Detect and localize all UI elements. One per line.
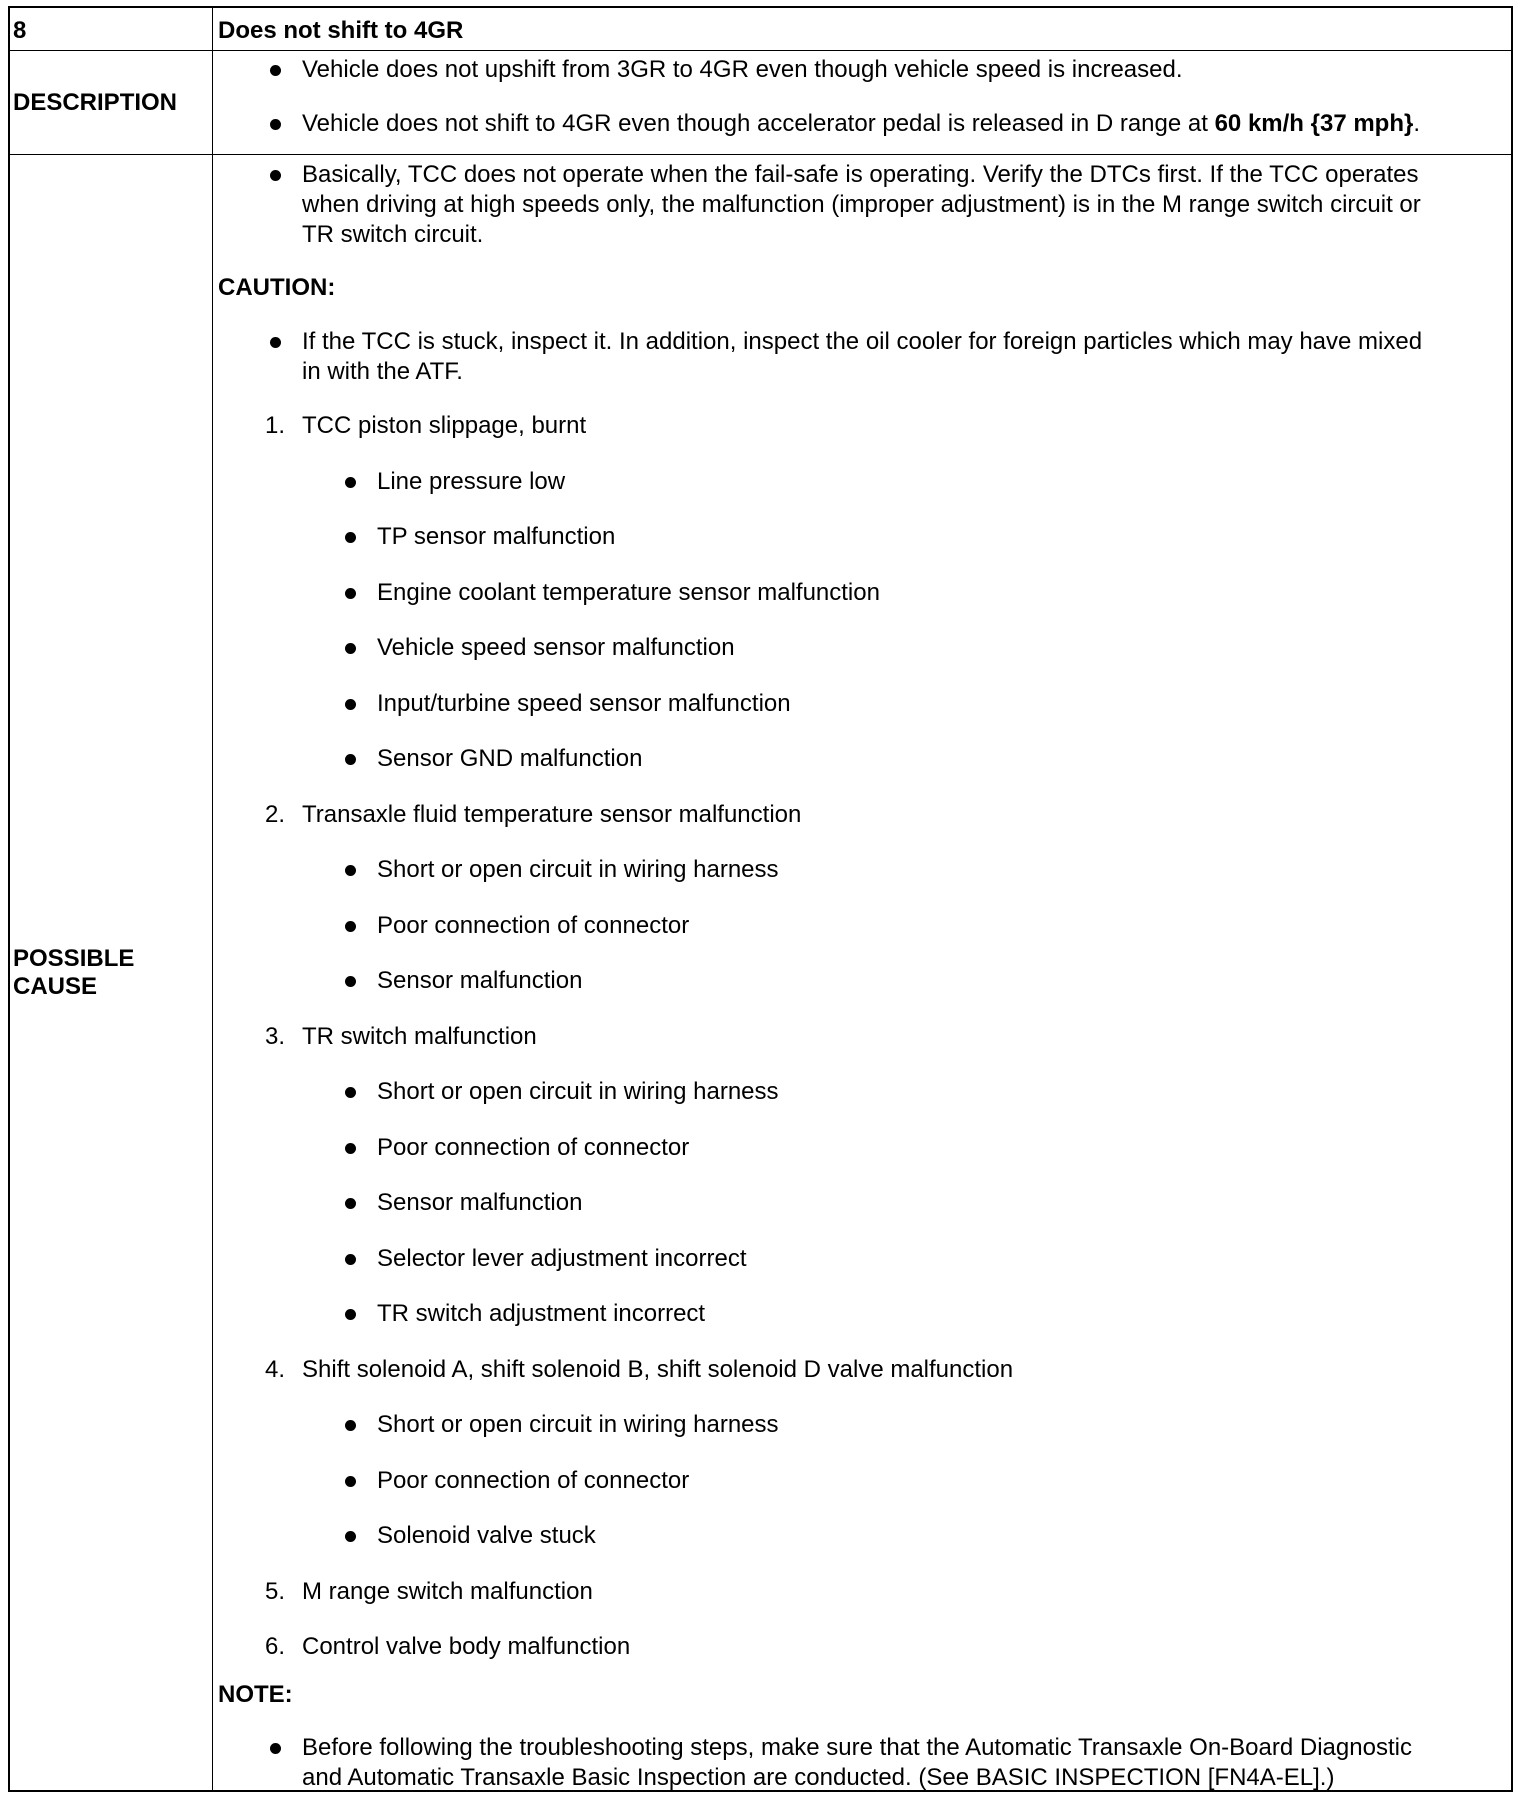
troubleshooting-table xyxy=(8,6,1513,1792)
note-text: Before following the troubleshooting steps, make sure that the Automatic Transaxle On-Board Diagnostic xyxy=(302,1734,1412,1761)
cause-sub-item: TP sensor malfunction xyxy=(377,523,616,550)
cause-sub-item: Short or open circuit in wiring harness xyxy=(377,1078,779,1105)
caution-label: CAUTION: xyxy=(218,274,336,301)
cause-sub-item: Selector lever adjustment incorrect xyxy=(377,1244,747,1272)
possible-cause-label: POSSIBLE CAUSE xyxy=(10,155,213,1790)
description-label: DESCRIPTION xyxy=(10,51,213,154)
note-text: and Automatic Transaxle Basic Inspection are conducted. (See BASIC INSPECTION [FN4A-EL].) xyxy=(302,1764,1335,1791)
caution-text: in with the ATF. xyxy=(302,358,463,385)
cause-sub-item: Poor connection of connector xyxy=(377,1466,690,1494)
cause-title: M range switch malfunction xyxy=(302,1577,593,1605)
cause-sub-item: Line pressure low xyxy=(377,467,566,495)
symptom-title: Does not shift to 4GR xyxy=(218,17,464,44)
description-row xyxy=(10,51,1511,155)
cause-sub-item: Sensor GND malfunction xyxy=(377,745,643,772)
cause-title: TR switch malfunction xyxy=(302,1022,537,1050)
cause-number: 1. xyxy=(265,412,286,439)
cause-number: 3. xyxy=(265,1022,286,1050)
bullet-icon xyxy=(345,976,356,987)
cause-sub-item: Sensor malfunction xyxy=(377,967,583,994)
bullet-icon xyxy=(345,1309,356,1320)
caution-text: If the TCC is stuck, inspect it. In addition, inspect the oil cooler for foreign particles which may have mixed xyxy=(302,328,1423,355)
cause-number: 6. xyxy=(265,1633,286,1660)
bullet-icon xyxy=(270,337,281,348)
bullet-icon xyxy=(345,1143,356,1154)
cause-title: Shift solenoid A, shift solenoid B, shift solenoid D valve malfunction xyxy=(302,1355,1014,1383)
intro-text: when driving at high speeds only, the malfunction (improper adjustment) is in the M range switch circuit or xyxy=(302,191,1421,218)
cause-number: 2. xyxy=(265,800,286,828)
cause-sub-item: Input/turbine speed sensor malfunction xyxy=(377,689,791,717)
cause-number: 4. xyxy=(265,1355,286,1383)
cause-title: Transaxle fluid temperature sensor malfunction xyxy=(302,800,802,828)
bullet-icon xyxy=(345,588,356,599)
bullet-icon xyxy=(345,643,356,654)
bullet-icon xyxy=(345,1087,356,1098)
cause-sub-item: Short or open circuit in wiring harness xyxy=(377,1411,779,1438)
cause-sub-item: Short or open circuit in wiring harness xyxy=(377,856,779,883)
intro-text: TR switch circuit. xyxy=(302,221,484,248)
bullet-icon xyxy=(345,532,356,543)
header-row xyxy=(10,8,1511,51)
item-number: 8 xyxy=(10,8,213,50)
bullet-icon xyxy=(345,1198,356,1209)
bullet-icon xyxy=(270,65,281,76)
bullet-icon xyxy=(345,699,356,710)
cause-number: 5. xyxy=(265,1577,286,1605)
bullet-icon xyxy=(345,754,356,765)
intro-text: Basically, TCC does not operate when the fail-safe is operating. Verify the DTCs first. If the TCC operates xyxy=(302,161,1419,188)
description-item: Vehicle does not shift to 4GR even though accelerator pedal is released in D range at 60 km/h {37 mph}. xyxy=(302,110,1420,137)
cause-sub-item: Sensor malfunction xyxy=(377,1189,583,1216)
bullet-icon xyxy=(345,1420,356,1431)
note-label: NOTE: xyxy=(218,1681,293,1708)
description-item: Vehicle does not upshift from 3GR to 4GR even though vehicle speed is increased. xyxy=(302,56,1183,83)
bullet-icon xyxy=(345,1254,356,1265)
bullet-icon xyxy=(270,119,281,130)
bullet-icon xyxy=(270,170,281,181)
bullet-icon xyxy=(345,477,356,488)
bullet-icon xyxy=(345,865,356,876)
cause-sub-item: TR switch adjustment incorrect xyxy=(377,1300,706,1327)
bullet-icon xyxy=(345,921,356,932)
cause-sub-item: Poor connection of connector xyxy=(377,911,690,939)
cause-sub-item: Vehicle speed sensor malfunction xyxy=(377,634,735,661)
possible-cause-row xyxy=(10,155,1511,1790)
cause-title: Control valve body malfunction xyxy=(302,1633,631,1660)
bullet-icon xyxy=(345,1476,356,1487)
cause-sub-item: Solenoid valve stuck xyxy=(377,1522,596,1549)
cause-sub-item: Engine coolant temperature sensor malfunction xyxy=(377,578,880,606)
cause-sub-item: Poor connection of connector xyxy=(377,1133,690,1161)
bullet-icon xyxy=(345,1531,356,1542)
cause-title: TCC piston slippage, burnt xyxy=(302,412,587,439)
speed-value: 60 km/h {37 mph} xyxy=(1214,110,1414,137)
bullet-icon xyxy=(270,1743,281,1754)
